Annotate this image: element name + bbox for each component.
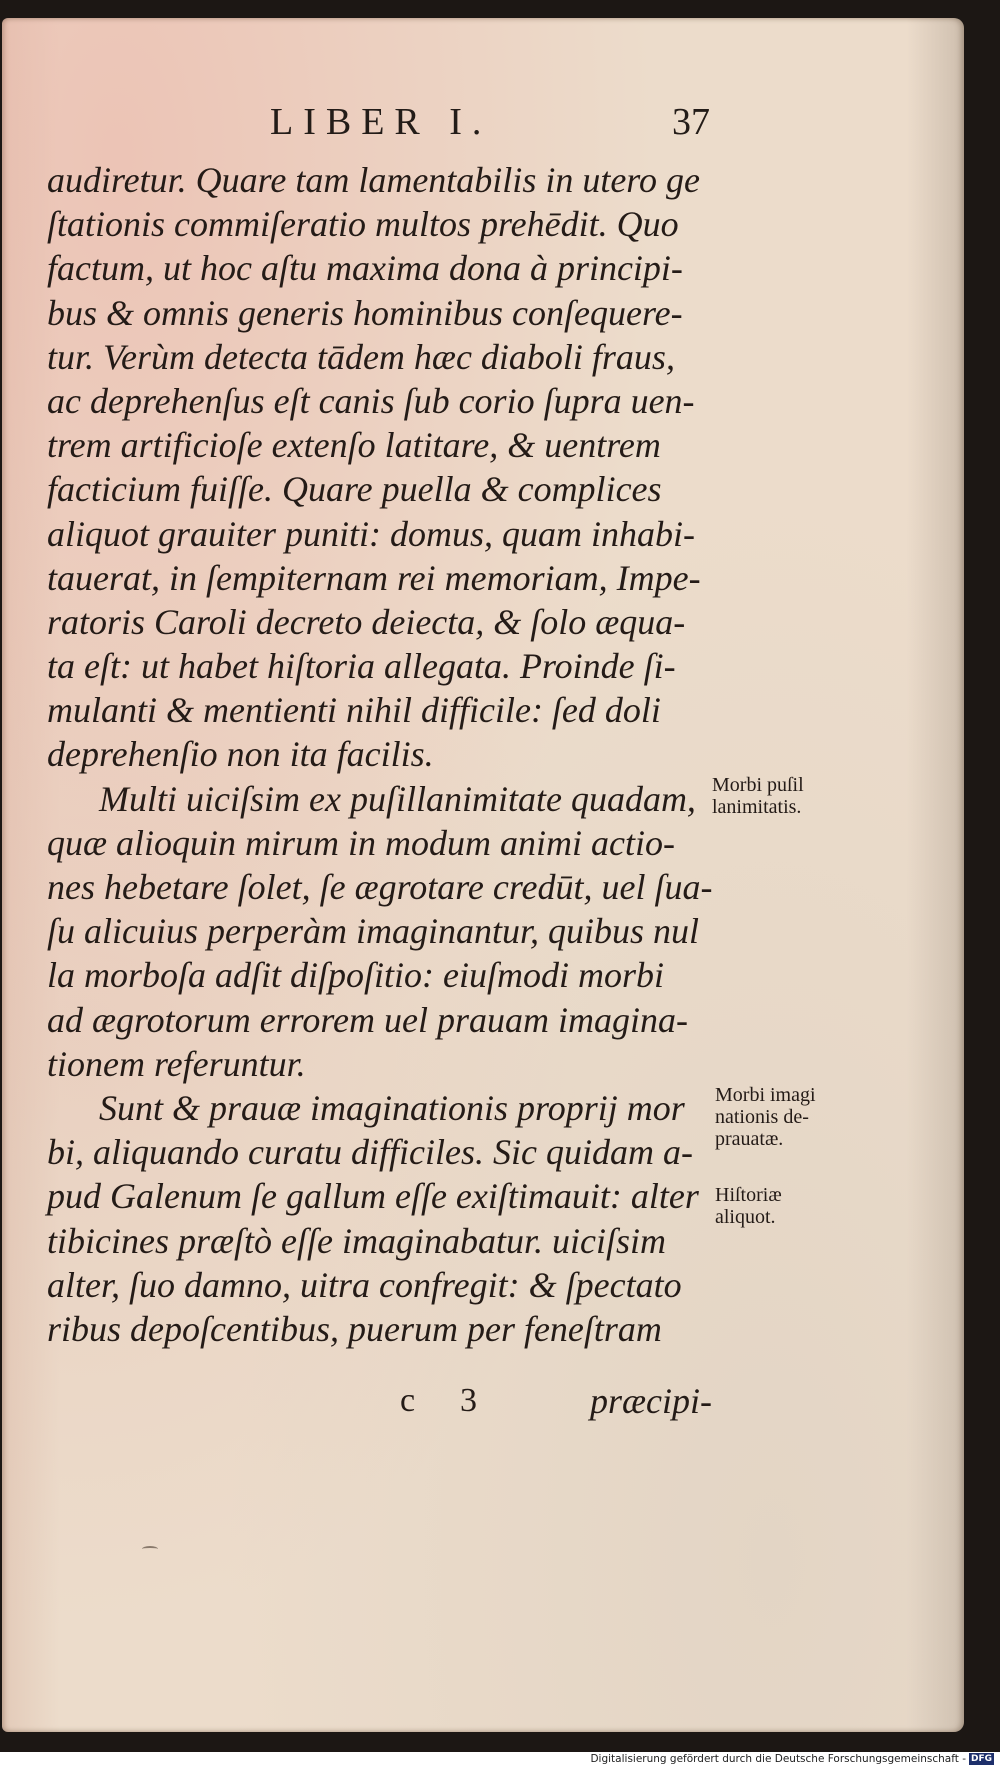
marginal-note-line: aliquot. xyxy=(715,1206,776,1228)
catchword: præcipi- xyxy=(590,1381,712,1421)
book-page xyxy=(2,18,964,1732)
text-line: alter, ſuo damno, uitra confregit: & ſpectato xyxy=(47,1264,682,1305)
marginal-note-historiae xyxy=(715,1184,782,1228)
marginal-note-imaginatio xyxy=(715,1084,816,1150)
dfg-logo: DFG xyxy=(970,1754,992,1764)
text-line: la morboſa adſit diſpoſitio: eiuſmodi morbi xyxy=(47,955,665,996)
page-number: 37 xyxy=(672,101,710,143)
running-head xyxy=(270,100,710,150)
text-line: nes hebetare ſolet, ſe ægrotare credūt, uel ſua- xyxy=(47,867,713,907)
digitization-credit xyxy=(590,1752,994,1766)
text-line: factum, ut hoc aſtu maxima dona à principi- xyxy=(47,248,683,289)
running-title: LIBER I. xyxy=(270,101,492,143)
text-line: pud Galenum ſe gallum eſſe exiſtimauit: alter xyxy=(47,1176,699,1217)
text-line: ſtationis commiſeratio multos prehēdit. Quo xyxy=(47,204,679,245)
text-line: quæ alioquin mirum in modum animi actio- xyxy=(47,822,675,863)
signature-letter: c xyxy=(400,1382,416,1419)
text-line: tionem referuntur. xyxy=(47,1043,306,1084)
text-line: bi, aliquando curatu difficiles. Sic quidam a- xyxy=(47,1132,693,1173)
credit-text: Digitalisierung gefördert durch die Deutsche Forschungsgemeinschaft - xyxy=(590,1753,966,1765)
ink-speck xyxy=(142,1546,158,1552)
text-line: trem artificioſe extenſo latitare, & uentrem xyxy=(47,425,661,466)
marginal-note-line: prauatæ. xyxy=(715,1128,784,1150)
text-line: Sunt & prauæ imaginationis proprij mor xyxy=(99,1087,685,1128)
text-line: ſu alicuius perperàm imaginantur, quibus nul xyxy=(47,911,700,952)
body-text xyxy=(47,158,717,1351)
text-line: ribus depoſcentibus, puerum per feneſtram xyxy=(47,1308,662,1349)
marginal-note-line: Morbi puſil xyxy=(712,774,804,796)
text-line: bus & omnis generis hominibus conſequere- xyxy=(47,292,683,333)
text-line: aliquot grauiter puniti: domus, quam inhabi- xyxy=(47,513,695,554)
text-line: ratoris Caroli decreto deiecta, & ſolo æqua- xyxy=(47,601,686,642)
text-line: tur. Verùm detecta tādem hæc diaboli fraus, xyxy=(47,336,675,377)
signature-number: 3 xyxy=(460,1382,477,1419)
text-line: facticium fuiſſe. Quare puella & complices xyxy=(47,469,662,510)
text-line: ad ægrotorum errorem uel prauam imagina- xyxy=(47,999,688,1040)
text-line: tauerat, in ſempiternam rei memoriam, Impe- xyxy=(47,557,701,598)
marginal-note-line: Hiſtoriæ xyxy=(715,1184,782,1206)
marginal-note-pusillanimitas xyxy=(712,774,804,818)
text-line: audiretur. Quare tam lamentabilis in utero ge xyxy=(47,160,700,200)
text-line: tibicines præſtò eſſe imaginabatur. uiciſsim xyxy=(47,1220,666,1261)
marginal-note-line: lanimitatis. xyxy=(712,796,802,818)
text-line: mulanti & mentienti nihil difficile: ſed doli xyxy=(47,690,661,731)
text-line: deprehenſio non ita facilis. xyxy=(47,734,434,775)
text-line: ta eſt: ut habet hiſtoria allegata. Proinde ſi- xyxy=(47,646,676,687)
text-line: ac deprehenſus eſt canis ſub corio ſupra uen- xyxy=(47,380,695,421)
marginal-note-line: nationis de- xyxy=(715,1106,809,1128)
marginal-note-line: Morbi imagi xyxy=(715,1084,816,1106)
text-line: Multi uiciſsim ex puſillanimitate quadam, xyxy=(99,778,696,819)
